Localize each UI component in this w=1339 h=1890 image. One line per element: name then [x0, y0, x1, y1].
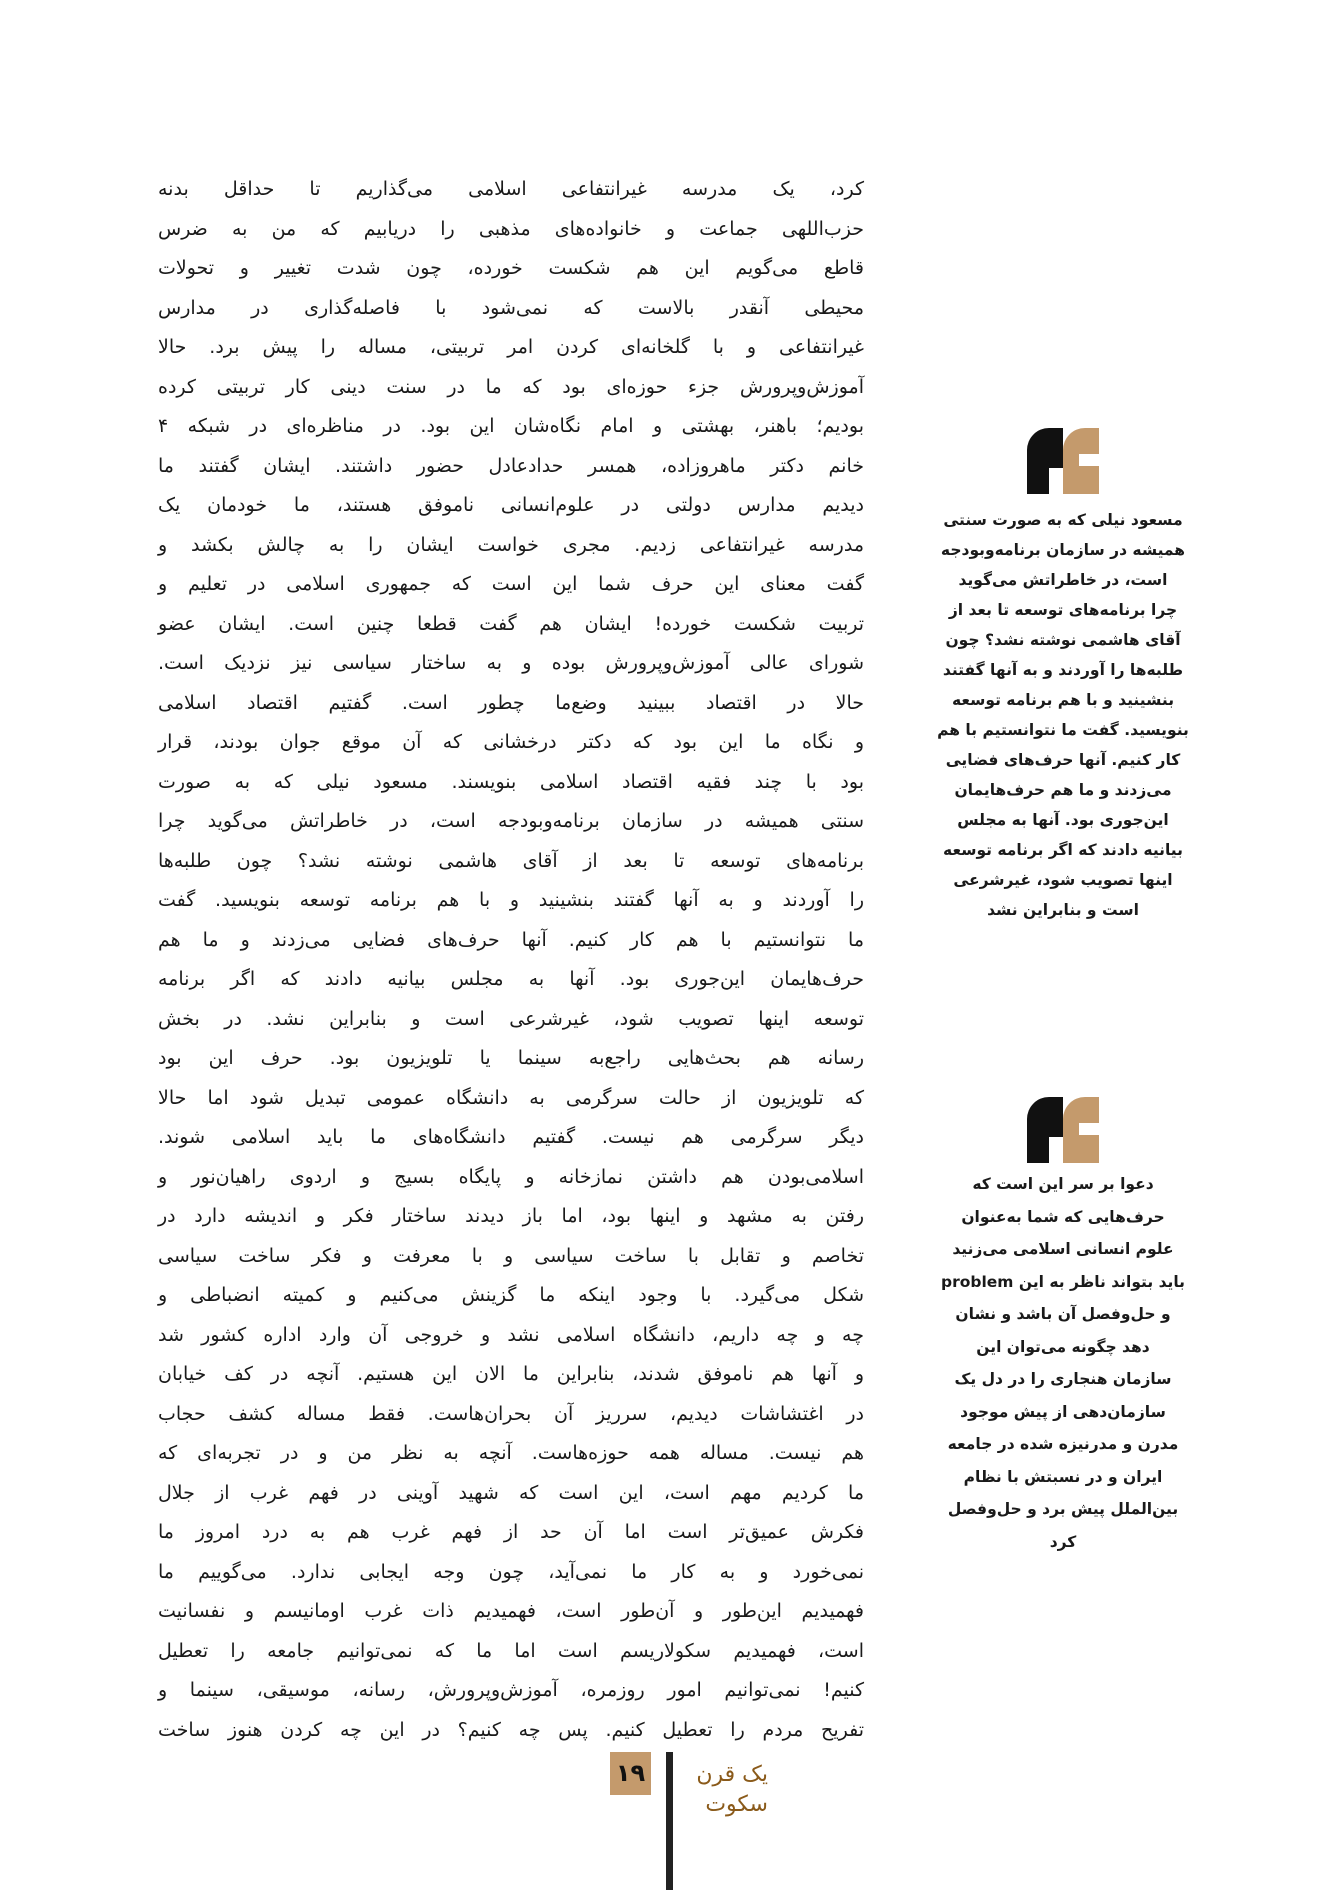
text-line: تربیت شکست خورده! ایشان هم گفت قطعا چنین است. ایشان عضو [158, 612, 864, 635]
text-line: سنتی همیشه در سازمان برنامه‌وبودجه است، در خاطراتش می‌گوید چرا [158, 810, 864, 832]
magazine-title-line2: سکوت [705, 1792, 768, 1817]
quote-line: می‌زدند و ما هم حرف‌هایمان [954, 781, 1172, 799]
text-line: حرف‌هایمان این‌جوری بود. آنها به مجلس بیانیه دادند که اگر برنامه [158, 968, 864, 990]
quote-line: باید بتواند ناظر به این problem [941, 1272, 1185, 1291]
text-line: حالا در اقتصاد ببینید وضع‌ما چطور است. گفتیم اقتصاد اسلامی [158, 691, 864, 714]
quote-line: دهد چگونه می‌توان این [976, 1337, 1150, 1356]
text-line: در اغتشاشات دیدیم، سرریز آن بحران‌هاست. فقط مساله کشف حجاب [158, 1402, 864, 1425]
quote-line: مدرن و مدرنیزه شده در جامعه [947, 1435, 1179, 1453]
quote-line: اینها تصویب شود، غیرشرعی [953, 871, 1173, 889]
page-number: ۱۹ [610, 1752, 651, 1795]
quote-line: آقای هاشمی نوشته نشد؟ چون [945, 631, 1181, 649]
quote-line: بین‌الملل پیش برد و حل‌وفصل [947, 1500, 1179, 1518]
text-line: شورای عالی آموزش‌وپرورش بوده و به ساختار سیاسی نیز نزدیک است. [158, 652, 864, 674]
quote-line: بنشینید و با هم برنامه توسعه [951, 691, 1175, 709]
text-line: غیرانتفاعی و با گلخانه‌ای کردن امر تربیتی، مساله را پیش برد. حالا [158, 336, 864, 358]
text-line: گفت معنای این حرف شما این است که جمهوری اسلامی در تعلیم و [158, 573, 864, 595]
quote-line: سازمان‌دهی از پیش موجود [960, 1402, 1166, 1421]
text-line: هم نیست. مساله همه حوزه‌هاست. آنچه به نظر من و در تجربه‌ای که [158, 1442, 864, 1464]
text-line: بود با چند فقیه اقتصاد اسلامی بنویسند. مسعود نیلی که به صورت [158, 770, 864, 793]
text-line: و آنها هم ناموفق شدند، بنابراین ما الان این هستیم. آنچه در کف خیابان [158, 1363, 864, 1385]
quote-line: این‌جوری بود. آنها به مجلس [957, 811, 1169, 829]
quote-line: مسعود نیلی که به صورت سنتی [943, 511, 1183, 529]
quote-line: علوم انسانی اسلامی می‌زنید [952, 1240, 1174, 1258]
text-line: چه و چه داریم، دانشگاه اسلامی نشد و خروجی آن وارد اداره کشور شد [158, 1323, 864, 1346]
quote-line: سازمان هنجاری را در دل یک [954, 1370, 1172, 1388]
quote-line: طلبه‌ها را آوردند و به آنها گفتند [942, 661, 1184, 679]
pull-quote-2 [932, 1168, 1194, 1558]
footer-divider [666, 1752, 673, 1890]
quote-mark-icon [1027, 1097, 1099, 1163]
text-line: توسعه اینها تصویب شود، غیرشرعی است و بنابراین نشد. در بخش [158, 1007, 864, 1030]
quote-line: و حل‌وفصل آن باشد و نشان [955, 1305, 1171, 1323]
text-line: مدرسه غیرانتفاعی زدیم. مجری خواست ایشان را به چالش بکشد و [158, 533, 864, 556]
text-line: که تلویزیون از حالت سرگرمی به دانشگاه عمومی تبدیل شود اما حالا [158, 1086, 864, 1109]
text-line: فهمیدیم این‌طور و آن‌طور است، فهمیدیم ذات غرب اومانیسم و نفسانیت [158, 1600, 864, 1622]
text-line: ما نتوانستیم با هم کار کنیم. آنها حرف‌های فضایی می‌زدند و ما هم [158, 928, 864, 951]
text-line: شکل می‌گیرد. با وجود اینکه ما گزینش می‌کنیم و کمیته انضباطی و [158, 1284, 864, 1306]
magazine-title [688, 1760, 768, 1820]
text-line: برنامه‌های توسعه تا بعد از آقای هاشمی نوشته نشد؟ چون طلبه‌ها [158, 849, 864, 872]
quote-line: است و بنابراین نشد [987, 901, 1139, 919]
text-line: نمی‌خورد و به کار ما نمی‌آید، چون وجه ایجابی ندارد. می‌گوییم ما [158, 1560, 864, 1583]
text-line: اسلامی‌بودن هم داشتن نمازخانه و پایگاه بسیج و اردوی راهیان‌نور و [158, 1165, 864, 1188]
text-line: تخاصم و تقابل با ساخت سیاسی و با معرفت و فکر ساخت سیاسی [158, 1244, 864, 1267]
text-line: بودیم؛ باهنر، بهشتی و امام نگاه‌شان این بود. در مناظره‌ای در شبکه ۴ [158, 415, 864, 437]
magazine-title-line1: یک قرن [696, 1762, 768, 1787]
text-line: ما کردیم مهم است، این است که شهید آوینی در فهم غرب از جلال [158, 1481, 864, 1504]
quote-line: ایران و در نسبتش با نظام [963, 1467, 1163, 1486]
quote-line: دعوا بر سر این است که [972, 1175, 1154, 1193]
text-line: کرد، یک مدرسه غیرانتفاعی اسلامی می‌گذاریم تا حداقل بدنه [158, 178, 864, 200]
quote-line: است، در خاطراتش می‌گوید [958, 571, 1168, 589]
text-line: فکرش عمیق‌تر است اما آن حد از فهم غرب هم به درد امروز ما [158, 1521, 864, 1543]
article-body [158, 170, 864, 1750]
text-line: رسانه هم بحث‌هایی راجع‌به سینما یا تلویزیون بود. حرف این بود [158, 1047, 864, 1069]
quote-line: بنویسید. گفت ما نتوانستیم با هم [937, 721, 1189, 739]
text-line: را آوردند و به آنها گفتند بنشینید و با هم برنامه توسعه بنویسید. گفت [158, 889, 864, 911]
text-line: رفتن به مشهد و اینها بود، اما باز دیدند ساختار فکر و اندیشه دارد در [158, 1205, 864, 1227]
text-line: است، فهمیدیم سکولاریسم است اما ما که نمی‌توانیم جامعه را تعطیل [158, 1639, 864, 1662]
quote-line: حرف‌هایی که شما به‌عنوان [961, 1207, 1165, 1226]
quote-line: کرد [1049, 1532, 1077, 1551]
text-line: تفریح مردم را تعطیل کنیم. پس چه کنیم؟ در این چه کردن هنوز ساخت [158, 1718, 864, 1741]
text-line: دیگر سرگرمی هم نیست. گفتیم دانشگاه‌های ما باید اسلامی شوند. [158, 1126, 864, 1148]
text-line: محیطی آنقدر بالاست که نمی‌شود با فاصله‌گذاری در مدارس [158, 296, 864, 319]
text-line: کنیم! نمی‌توانیم امور روزمره، آموزش‌وپرورش، رسانه، موسیقی، سینما و [158, 1679, 864, 1701]
quote-line: چرا برنامه‌های توسعه تا بعد از [948, 601, 1178, 619]
quote-line: همیشه در سازمان برنامه‌وبودجه [940, 541, 1186, 559]
pull-quote-1 [932, 505, 1194, 925]
text-line: خانم دکتر ماهروزاده، همسر حدادعادل حضور داشتند. ایشان گفتند ما [158, 454, 864, 477]
text-line: دیدیم مدارس دولتی در علوم‌انسانی ناموفق هستند، ما خودمان یک [158, 494, 864, 516]
text-line: حزب‌اللهی جماعت و خانواده‌های مذهبی را دریابیم که من به ضرس [158, 217, 864, 240]
quote-line: کار کنیم. آنها حرف‌های فضایی [945, 751, 1181, 769]
text-line: و نگاه ما این بود که دکتر درخشانی که آن موقع جوان بودند، قرار [158, 731, 864, 753]
text-line: آموزش‌وپرورش جزء حوزه‌ای بود که ما در سنت دینی کار تربیتی کرده [158, 375, 864, 398]
quote-line: بیانیه دادند که اگر برنامه توسعه [943, 841, 1183, 859]
text-line: قاطع می‌گویم این هم شکست خورده، چون شدت تغییر و تحولات [158, 257, 864, 279]
quote-mark-icon [1027, 428, 1099, 494]
